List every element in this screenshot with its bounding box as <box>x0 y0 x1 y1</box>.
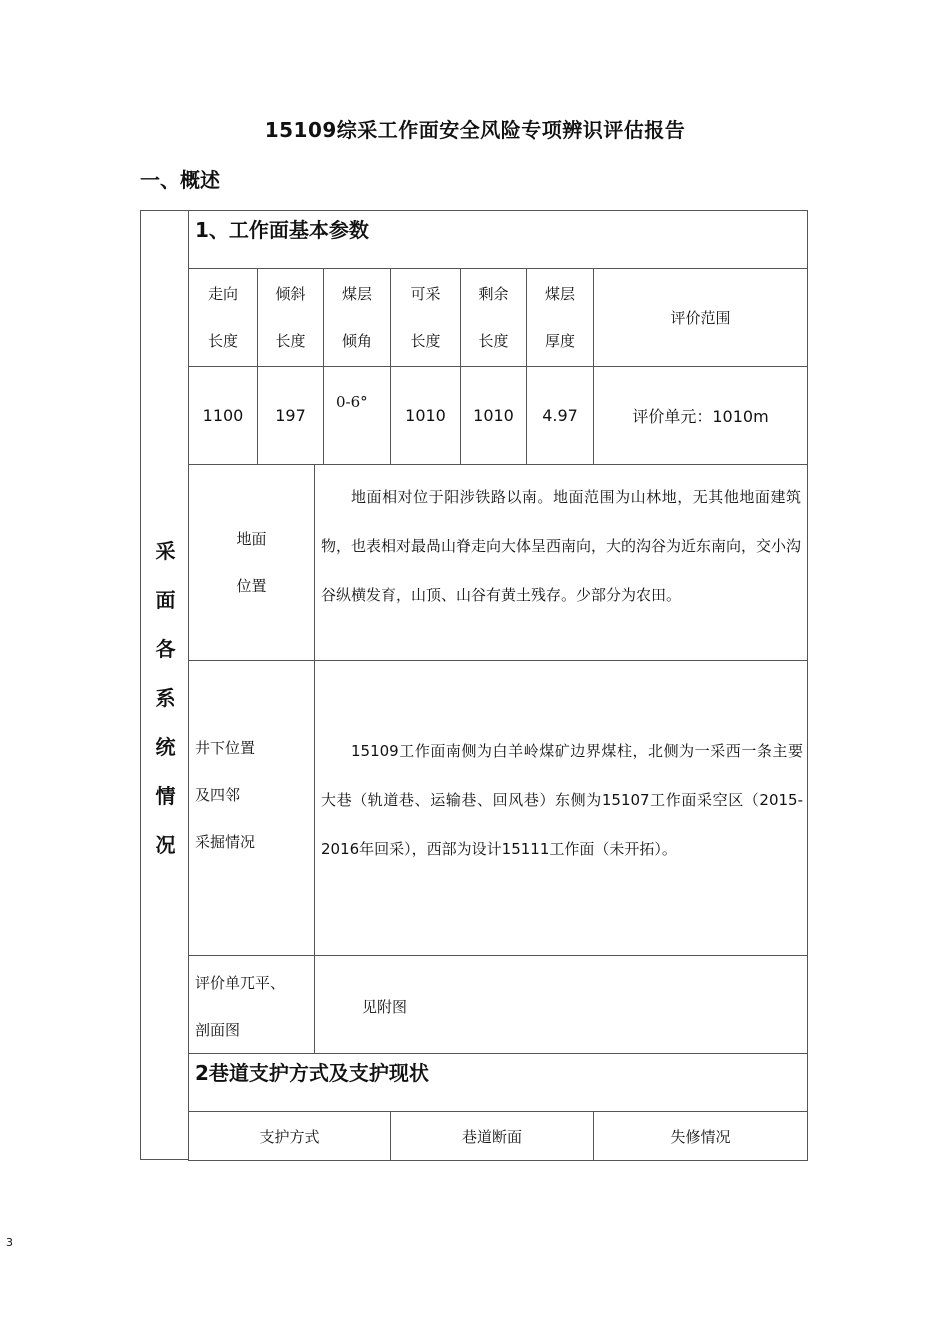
plan-value-cell <box>314 955 808 1054</box>
page-number: 3 <box>6 1236 13 1249</box>
underground-label: 井下位置 及四邻 采掘情况 <box>195 739 256 851</box>
support-col-method: 支护方式 <box>188 1111 391 1161</box>
params-heading: 1、工作面基本参数 <box>188 210 808 269</box>
side-label <box>141 527 190 870</box>
side-label-char: 统 <box>155 735 176 759</box>
value-seam-thickness: 4.97 <box>526 366 594 465</box>
value-remaining-length: 1010 <box>460 366 527 465</box>
header-dip-length: 倾斜 长度 <box>257 268 324 367</box>
support-col-section: 巷道断面 <box>390 1111 594 1161</box>
header-eval-range: 评价范围 <box>593 268 808 367</box>
value-dip-length: 197 <box>257 366 324 465</box>
section-heading: 一、概述 <box>140 168 220 192</box>
side-label-char: 况 <box>155 833 176 857</box>
value-minable-length: 1010 <box>390 366 461 465</box>
document-title: 15109综采工作面安全风险专项辨识评估报告 <box>264 118 686 142</box>
surface-description: 地面相对位于阳涉铁路以南。地面范围为山林地，无其他地面建筑物，也表相对最咼山脊走向大体呈西南向，大的沟谷为近东南向，交小沟谷纵横发育，山顶、山谷有黄土残存。少部分为农田。 <box>314 464 808 661</box>
value-seam-angle: 0-6° <box>336 393 368 411</box>
side-label-char: 面 <box>155 588 176 612</box>
value-strike-length: 1100 <box>188 366 258 465</box>
header-seam-thickness: 煤层 厚度 <box>526 268 594 367</box>
header-seam-angle: 煤层 倾角 <box>323 268 391 367</box>
header-remaining-length: 剩余 长度 <box>460 268 527 367</box>
support-col-disrepair: 失修情况 <box>593 1111 808 1161</box>
underground-description-cell <box>314 660 808 956</box>
plan-label: 评价单兀平、 剖面图 <box>195 974 286 1039</box>
side-label-char: 系 <box>155 686 176 710</box>
side-label-char: 情 <box>155 784 176 808</box>
side-label-char: 采 <box>155 539 176 563</box>
side-label-char: 各 <box>155 637 176 661</box>
underground-description: 15109工作面南侧为白羊岭煤矿边界煤柱，北侧为一采西一条主要大巷（轨道巷、运输巷、回风巷）东侧为15107工作面采空区（2015-2016年回采），西部为设计15111工作面（未开拓）。 <box>321 742 803 858</box>
plan-value: 见附图 <box>362 998 408 1016</box>
plan-label-cell <box>188 955 315 1054</box>
value-seam-angle-cell <box>323 366 391 465</box>
header-strike-length: 走向 长度 <box>188 268 258 367</box>
value-eval-range: 评价单元：1010m <box>593 366 808 465</box>
underground-label-cell <box>188 660 315 956</box>
side-label-cell <box>140 210 189 1160</box>
support-heading: 2巷道支护方式及支护现状 <box>188 1053 808 1112</box>
header-minable-length: 可采 长度 <box>390 268 461 367</box>
surface-label: 地面 位置 <box>188 464 315 661</box>
